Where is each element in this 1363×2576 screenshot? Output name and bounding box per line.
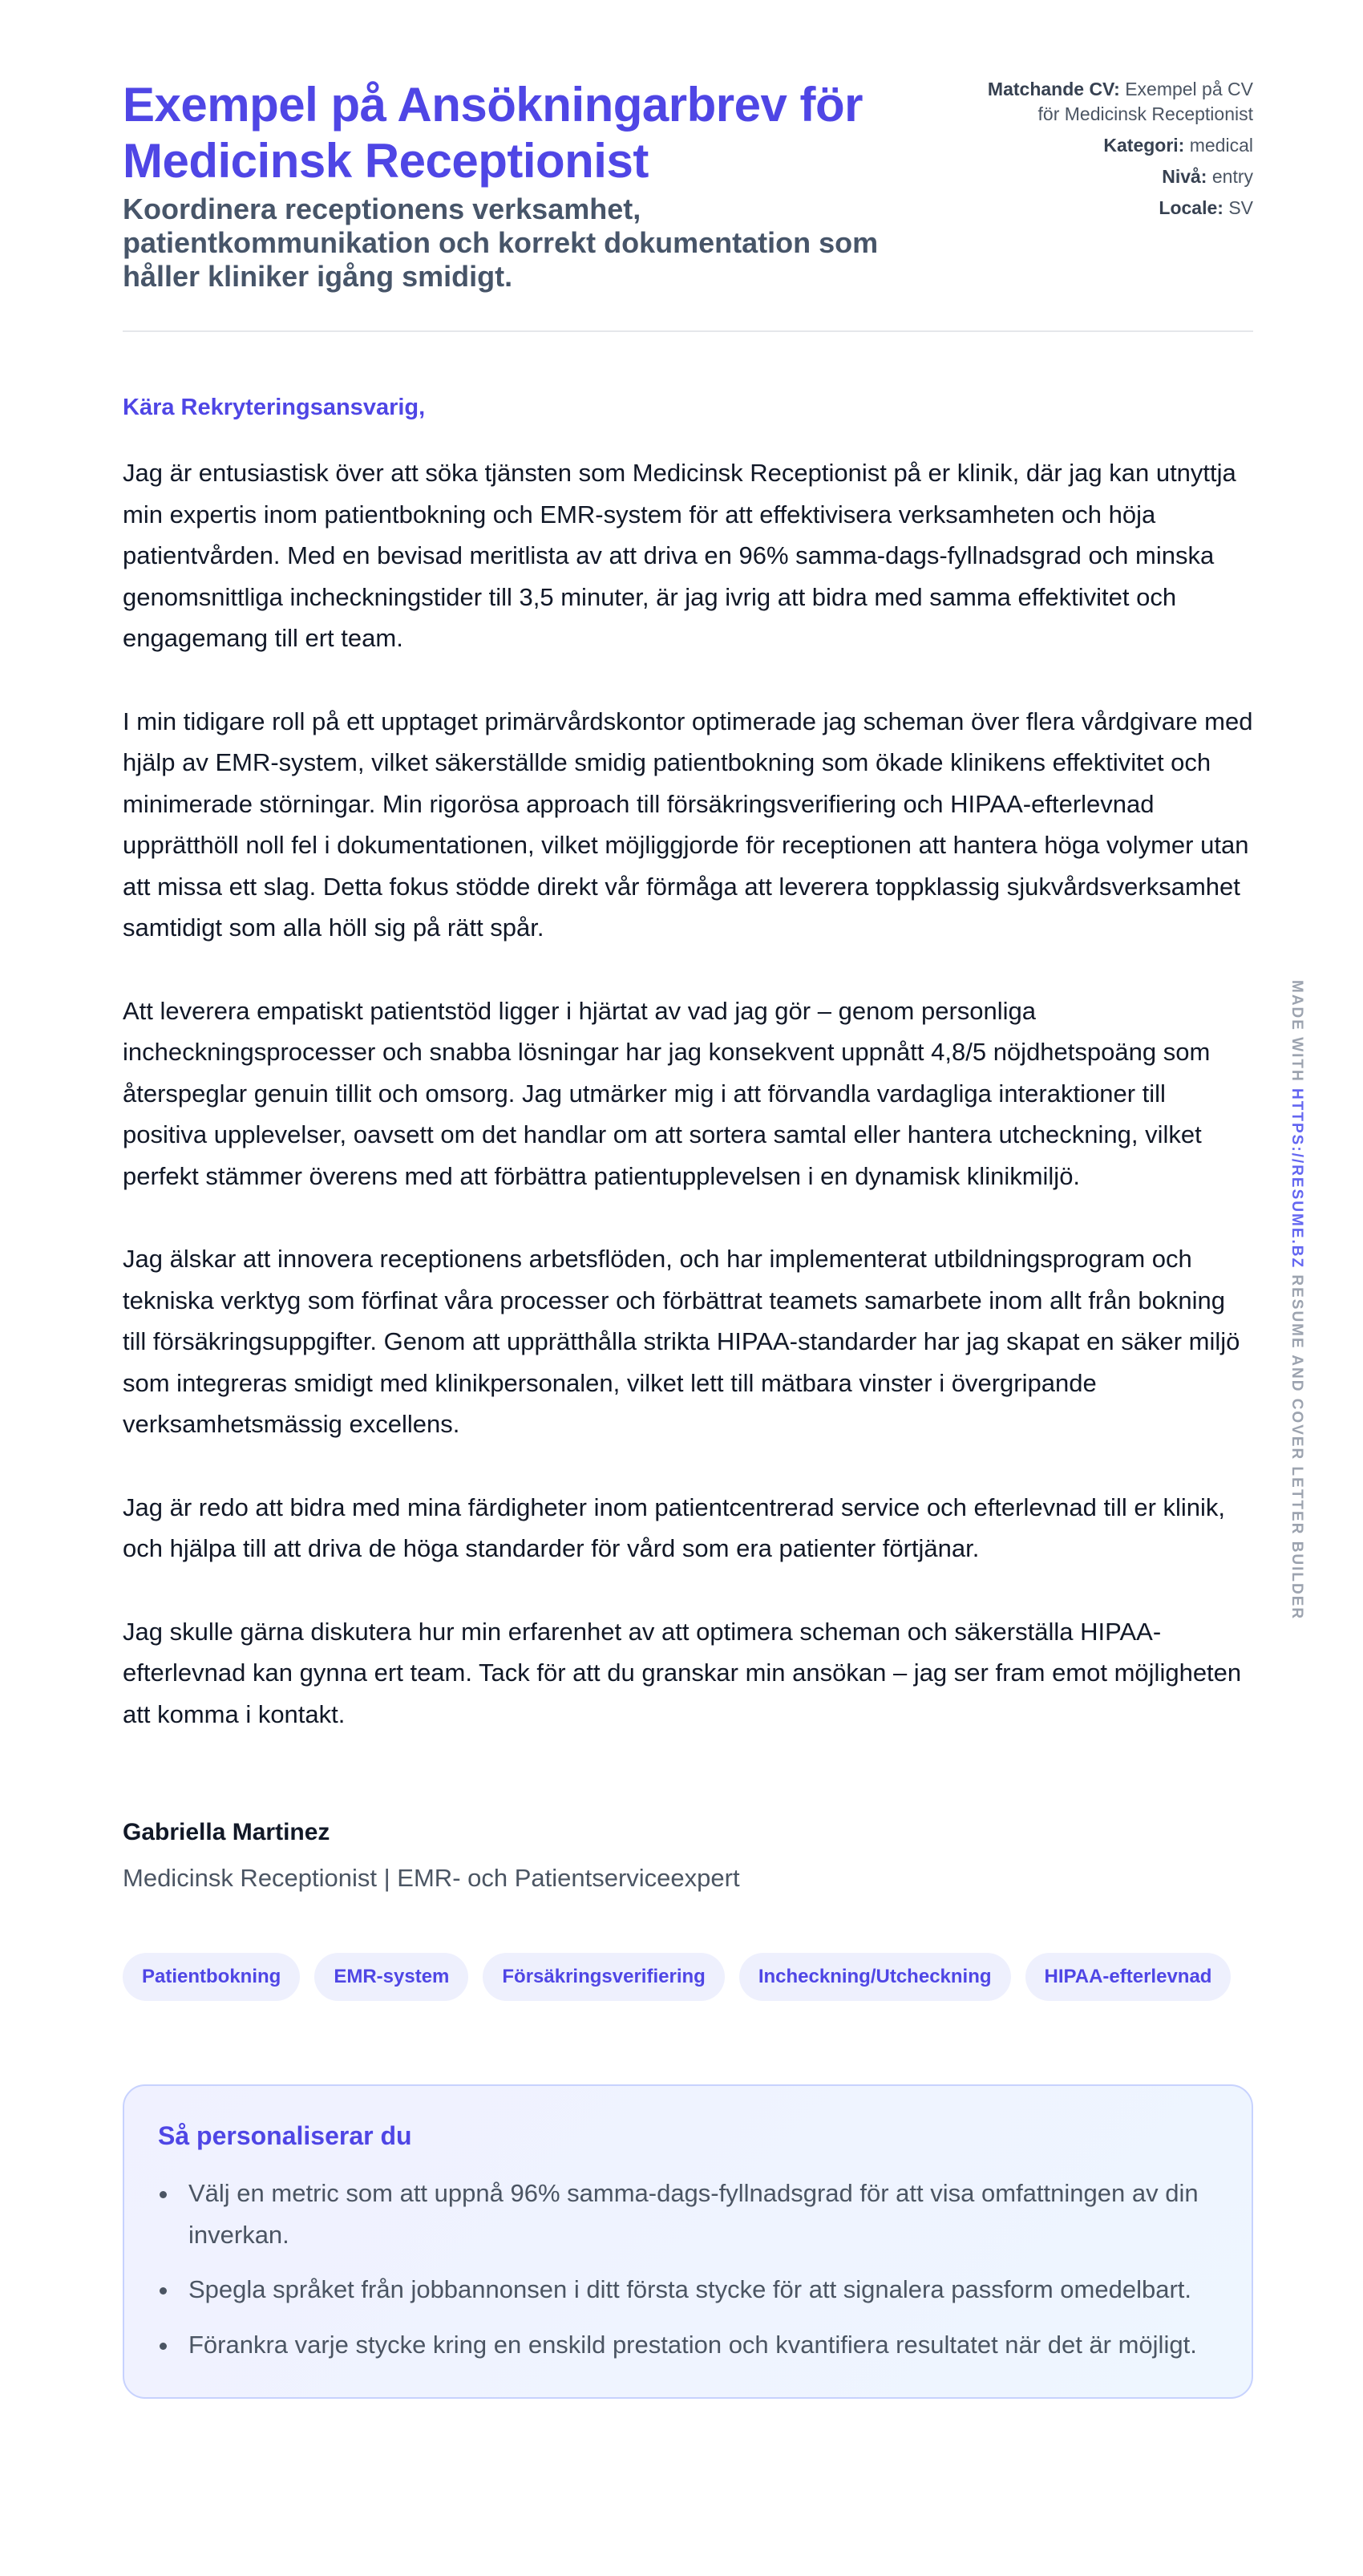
meta-locale xyxy=(981,196,1253,221)
tips-list-item: Förankra varje stycke kring en enskild prestation och kvantifiera resultatet när det är möjligt. xyxy=(158,2324,1218,2366)
side-credit xyxy=(1288,980,1331,1654)
tips-title: Så personaliserar du xyxy=(158,2121,412,2150)
meta-matching-cv xyxy=(981,77,1253,127)
letter-salutation: Kära Rekryteringsansvarig, xyxy=(123,395,426,420)
letter-paragraph: Jag älskar att innovera receptionens arbetsflöden, och har implementerat utbildningsprogram och tekniska verktyg som förfinat våra processer och förbättrat teamets samarbete inom allt från bokning till försäkringsuppgifter. Genom att upprätthålla strikta HIPAA-standarder har jag skapat en säker miljö som integreras smidigt med klinikpersonalen, vilket lett till mätbara vinster i övergripande verksamhetsmässig excellens. xyxy=(123,1245,1240,1438)
letter-paragraph: Att leverera empatiskt patientstöd ligger i hjärtat av vad jag gör – genom personliga incheckningsprocesser och snabba lösningar har jag konsekvent uppnått 4,8/5 nöjdhetspoäng som återspeglar genuin tillit och omsorg. Jag utmärker mig i att förvandla vardagliga interaktioner till positiva upplevelser, oavsett om det handlar om att sortera samtal eller hantera utcheckning, vilket perfekt stämmer överens med att förbättra patientupplevelsen i en dynamisk klinikmiljö. xyxy=(123,996,1211,1190)
letter-body xyxy=(123,452,1253,1735)
skill-tag: HIPAA-efterlevnad xyxy=(1025,1953,1232,2001)
skill-tag: Incheckning/Utcheckning xyxy=(739,1953,1011,2001)
tips-list-item: Välj en metric som att uppnå 96% samma-dags-fyllnadsgrad för att visa omfattningen av din inverkan. xyxy=(158,2173,1218,2255)
meta-level xyxy=(981,164,1253,189)
skill-tags xyxy=(123,1953,1253,2001)
meta-category-value: medical xyxy=(1189,135,1253,156)
side-credit-text xyxy=(1288,980,1305,1620)
skill-tag: EMR-system xyxy=(314,1953,468,2001)
header-title-block xyxy=(123,77,924,294)
side-credit-suffix: RESUME AND COVER LETTER BUILDER xyxy=(1288,1274,1305,1621)
letter-paragraph: Jag är entusiastisk över att söka tjänsten som Medicinsk Receptionist på er klinik, där jag kan utnyttja min expertis inom patientbokning och EMR-system för att effektivisera verksamheten och höja patientvården. Med en bevisad meritlista av att driva en 96% samma-dags-fyllnadsgrad och minska genomsnittliga incheckningstider till 3,5 minuter, är jag ivrig att bidra med samma effektivitet och engagemang till ert team. xyxy=(123,459,1236,652)
meta-cv-label: Matchande CV: xyxy=(987,79,1120,99)
skill-tag: Patientbokning xyxy=(123,1953,300,2001)
tips-list-item: Spegla språket från jobbannonsen i ditt första stycke för att signalera passform omedelbart. xyxy=(158,2269,1218,2311)
signature-name: Gabriella Martinez xyxy=(123,1819,330,1845)
personalization-tips-box xyxy=(123,2084,1253,2399)
meta-panel xyxy=(981,77,1253,227)
page-title: Exempel på Ansökningarbrev för Medicinsk Receptionist xyxy=(123,78,864,188)
skill-tag: Försäkringsverifiering xyxy=(483,1953,724,2001)
side-credit-prefix: MADE WITH xyxy=(1288,980,1305,1083)
letter-paragraph: Jag skulle gärna diskutera hur min erfarenhet av att optimera scheman och säkerställa HIPAA-efterlevnad kan gynna ert team. Tack för att du granskar min ansökan – jag ser fram emot möjligheten att komma i kontakt. xyxy=(123,1617,1242,1728)
signature-title: Medicinsk Receptionist | EMR- och Patientserviceexpert xyxy=(123,1864,740,1892)
letter-paragraph: I min tidigare roll på ett upptaget primärvårdskontor optimerade jag scheman över flera vårdgivare med hjälp av EMR-system, vilket säkerställde smidig patientbokning som ökade klinikens effektivitet och minimerade störningar. Min rigorösa approach till försäkringsverifiering och HIPAA-efterlevnad upprätthöll noll fel i dokumentationen, vilket möjliggjorde för receptionen att hantera höga volymer utan att missa ett slag. Detta fokus stödde direkt vår förmåga att leverera toppklassig sjukvårdsverksamhet samtidigt som alla höll sig på rätt spår. xyxy=(123,707,1253,942)
meta-level-label: Nivå: xyxy=(1162,166,1207,187)
meta-level-value: entry xyxy=(1211,166,1253,187)
meta-cv-value: Exempel på CV för Medicinsk Receptionist xyxy=(1037,79,1253,124)
tips-list xyxy=(158,2173,1218,2365)
document-header xyxy=(123,77,1253,332)
page-subtitle: Koordinera receptionens verksamhet, patientkommunikation och korrekt dokumentation som håller kliniker igång smidigt. xyxy=(123,192,879,293)
meta-locale-label: Locale: xyxy=(1159,197,1223,218)
cover-letter-content xyxy=(123,77,1253,2399)
meta-category xyxy=(981,133,1253,158)
letter-paragraph: Jag är redo att bidra med mina färdigheter inom patientcentrerad service och efterlevnad till er klinik, och hjälpa till att driva de höga standarder för vård som era patienter förtjänar. xyxy=(123,1493,1226,1562)
side-credit-link[interactable]: HTTPS://RESUME.BZ xyxy=(1288,1088,1305,1270)
meta-category-label: Kategori: xyxy=(1103,135,1185,156)
meta-locale-value: SV xyxy=(1228,197,1253,218)
